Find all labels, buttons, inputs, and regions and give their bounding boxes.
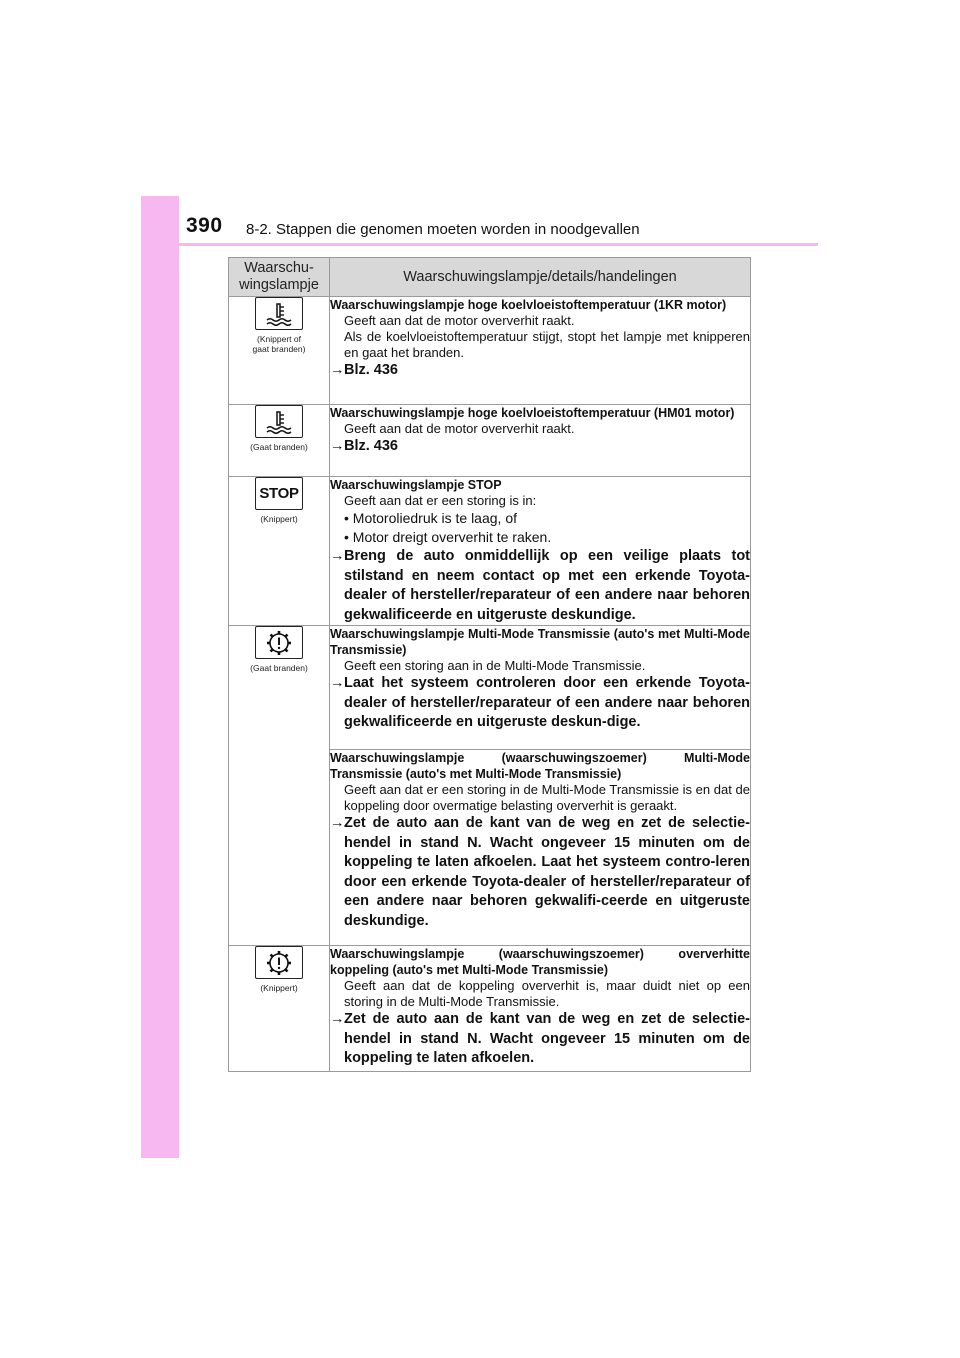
action-text: Breng de auto onmiddellijk op een veilige plaats tot stilstand en neem contact op met een erkende Toyota-dealer of hersteller/reparateur of een andere naar behoren gekwalificeerde en uitgeruste deskundige. [344, 548, 750, 623]
coolant-temperature-icon [255, 297, 303, 330]
arrow-right-icon: → [330, 548, 345, 564]
lamp-caption: (Knippert) [260, 983, 298, 993]
column-header-details-text: Waarschuwingslampje/details/handelingen [403, 268, 677, 285]
warning-description: Geeft een storing aan in de Multi-Mode Transmissie. [344, 658, 646, 673]
warning-lamp-table [228, 257, 751, 1072]
transmission-warning-icon [255, 626, 303, 659]
details-cell [330, 946, 751, 1072]
warning-description: Als de koelvloeistoftemperatuur stijgt, stopt het lampje met knipperen en gaat het branden. [344, 329, 750, 360]
details-cell [330, 626, 751, 750]
warning-title: Waarschuwingslampje Multi-Mode Transmissie (auto's met Multi-Mode Transmissie) [330, 627, 750, 657]
warning-action [330, 547, 750, 625]
page-reference: Blz. 436 [344, 438, 398, 454]
table-row [229, 405, 751, 477]
table-header-row [229, 258, 751, 297]
warning-action [330, 674, 750, 733]
table-row [229, 946, 751, 1072]
page-number: 390 [186, 214, 223, 237]
action-text: Zet de auto aan de kant van de weg en zet de selectie-hendel in stand N. Wacht ongeveer 15 minuten om de koppeling te laten afkoelen. Laat het systeem contro-leren door een erkende Toyota-dealer of hersteller/reparateur of een andere naar behoren gekwalifi-ceerde en uitgeruste deskundige. [344, 815, 750, 929]
lamp-cell [229, 946, 330, 1072]
list-item: • Motoroliedruk is te laag, of [344, 510, 517, 526]
warning-title: Waarschuwingslampje hoge koelvloeistoftemperatuur (HM01 motor) [330, 406, 735, 420]
chapter-sidebar-tab [141, 196, 179, 1158]
lamp-cell [229, 626, 330, 946]
lamp-cell [229, 297, 330, 405]
lamp-caption: (Knippert) [260, 514, 298, 524]
column-header-details [330, 258, 751, 297]
transmission-warning-icon [255, 946, 303, 979]
lamp-caption: (Gaat branden) [250, 442, 308, 452]
table-row [229, 477, 751, 626]
warning-action [330, 1010, 750, 1069]
list-item: • Motor dreigt oververhit te raken. [344, 529, 552, 545]
warning-action [330, 814, 750, 931]
column-header-lamp [229, 258, 330, 297]
details-cell [330, 297, 751, 405]
arrow-right-icon: → [330, 675, 345, 691]
lamp-caption: (Gaat branden) [250, 663, 308, 673]
warning-description: Geeft aan dat de motor oververhit raakt. [344, 313, 575, 328]
stop-icon-text: STOP [259, 485, 299, 502]
action-text: Zet de auto aan de kant van de weg en zet de selectie-hendel in stand N. Wacht ongeveer 15 minuten om de koppeling te laten afkoelen. [344, 1011, 750, 1066]
table-row [229, 626, 751, 750]
stop-icon [255, 477, 303, 510]
warning-title: Waarschuwingslampje hoge koelvloeistoftemperatuur (1KR motor) [330, 298, 727, 312]
lamp-cell [229, 477, 330, 626]
details-cell [330, 405, 751, 477]
warning-action [330, 437, 750, 457]
warning-title: Waarschuwingslampje (waarschuwingszoemer) oververhitte koppeling (auto's met Multi-Mode Transmissie) [330, 947, 750, 977]
bullet-text: Motoroliedruk is te laag, of [352, 510, 517, 526]
warning-action [330, 361, 750, 381]
column-header-lamp-text: Waarschu- wingslampje [239, 260, 319, 293]
coolant-temperature-icon [255, 405, 303, 438]
arrow-right-icon: → [330, 438, 345, 454]
arrow-right-icon: → [330, 362, 345, 378]
details-cell [330, 477, 751, 626]
warning-description: Geeft aan dat de koppeling oververhit is, maar duidt niet op een storing in de Multi-Mode Transmissie. [344, 978, 750, 1009]
lamp-caption: (Knippert of gaat branden) [252, 334, 306, 354]
section-title: 8-2. Stappen die genomen moeten worden in noodgevallen [246, 221, 640, 238]
warning-title: Waarschuwingslampje STOP [330, 478, 502, 492]
page-reference: Blz. 436 [344, 362, 398, 378]
arrow-right-icon: → [330, 815, 345, 831]
details-cell [330, 750, 751, 946]
table-row [229, 297, 751, 405]
arrow-right-icon: → [330, 1011, 345, 1027]
lamp-cell [229, 405, 330, 477]
action-text: Laat het systeem controleren door een erkende Toyota-dealer of hersteller/reparateur of een andere naar behoren gekwalificeerde en uitgeruste deskun-dige. [344, 675, 750, 730]
warning-description: Geeft aan dat er een storing is in: [344, 493, 537, 508]
warning-description: Geeft aan dat de motor oververhit raakt. [344, 421, 575, 436]
bullet-text: Motor dreigt oververhit te raken. [352, 529, 552, 545]
warning-description: Geeft aan dat er een storing in de Multi-Mode Transmissie is en dat de koppeling door overmatige belasting oververhit is geraakt. [344, 782, 750, 813]
warning-title: Waarschuwingslampje (waarschuwingszoemer) Multi-Mode Transmissie (auto's met Multi-Mode Transmissie) [330, 751, 750, 781]
header-rule [141, 243, 818, 246]
